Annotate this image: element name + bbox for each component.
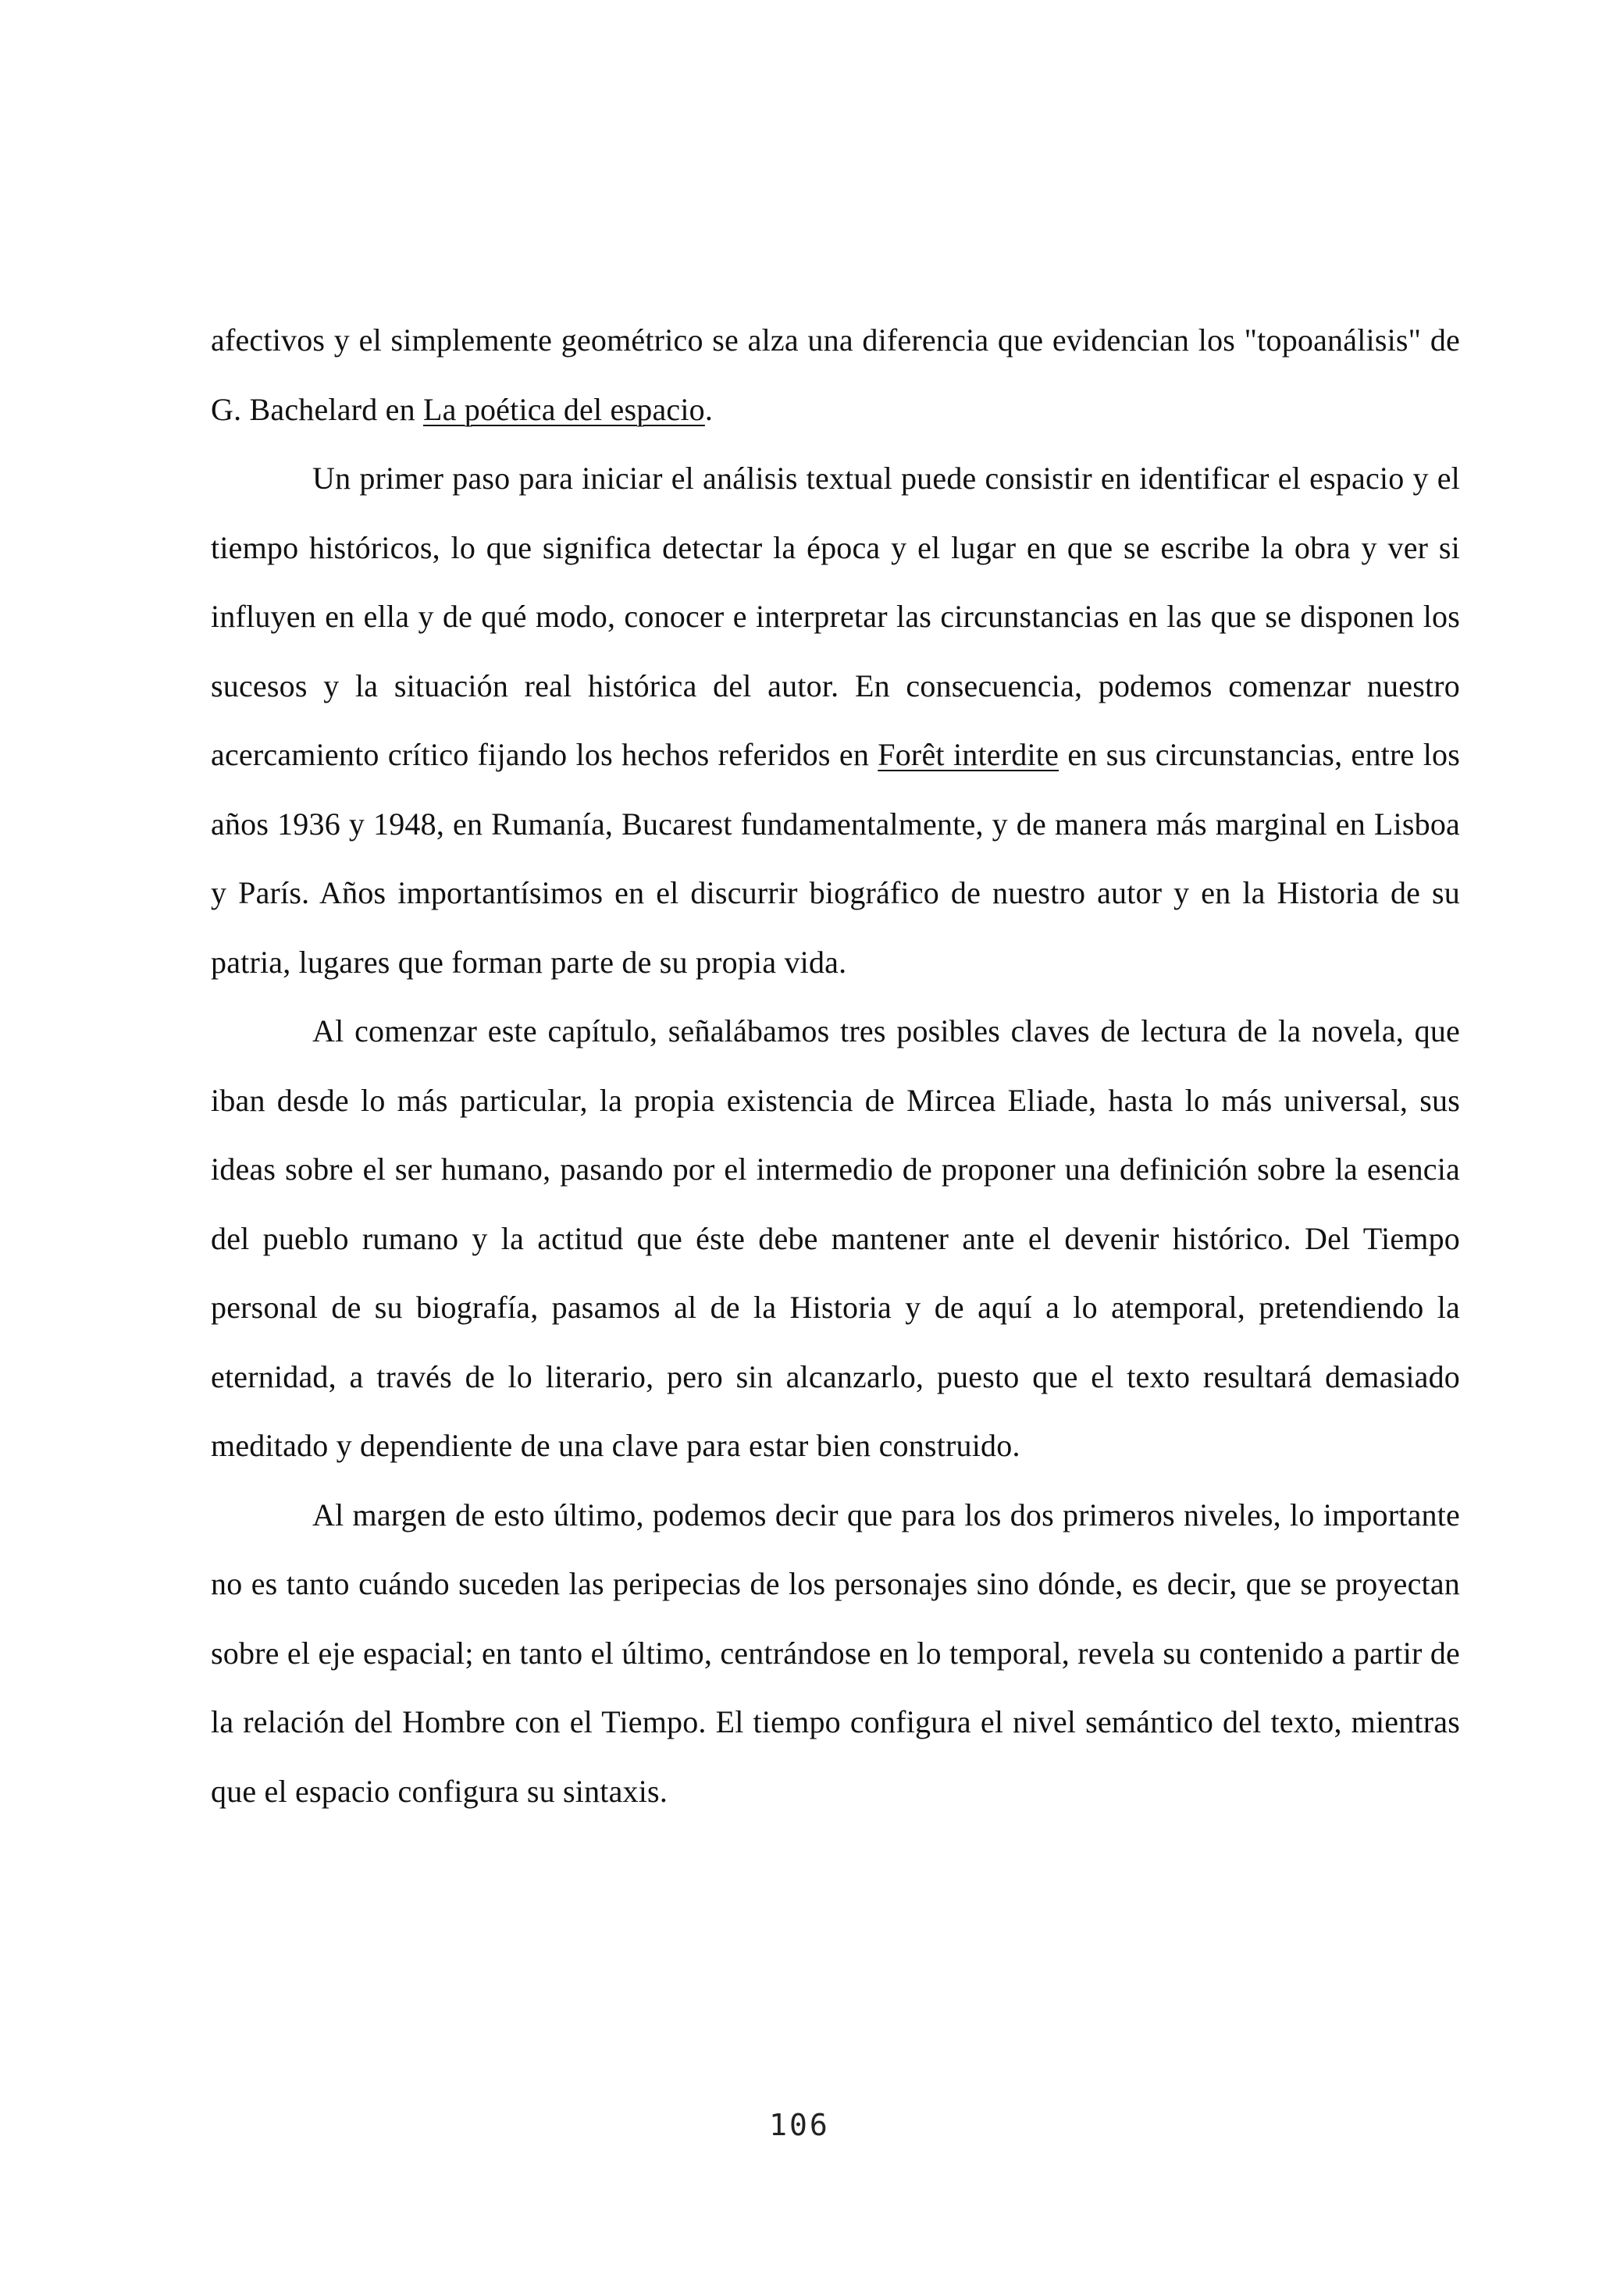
- paragraph-4-text: Al margen de esto último, podemos decir que para los dos primeros niveles, lo importante no es tanto cuándo suceden las peripecias de los personajes sino dónde, es decir, que se proyectan sobre el eje espacial; en tanto el último, centrándose en lo temporal, revela su contenido a partir de la relación del Hombre con el Tiempo. El tiempo configura el nivel semántico del texto, mientras que el espacio configura su sintaxis.: [211, 1497, 1460, 1809]
- paragraph-1-text: afectivos y el simplemente geométrico se alza una diferencia que evidencian los "topoanálisis" de G. Bachelard en: [211, 322, 1460, 427]
- paragraph-4: [211, 1481, 1460, 1827]
- paragraph-2: [211, 444, 1460, 997]
- paragraph-2-text-end: en sus circunstancias, entre los años 1936 y 1948, en Rumanía, Bucarest fundamentalmente, y de manera más marginal en Lisboa y París. Años importantísimos en el discurrir biográfico de nuestro autor y en la Historia de su patria, lugares que forman parte de su propia vida.: [211, 737, 1460, 980]
- book-title-foret-interdite: Forêt interdite: [878, 737, 1059, 772]
- book-title-la-poetica-del-espacio: La poética del espacio: [422, 391, 705, 427]
- paragraph-1: [211, 306, 1460, 444]
- page-number: 106: [769, 2108, 830, 2142]
- paragraph-1-end: .: [704, 391, 714, 427]
- paragraph-3-text: Al comenzar este capítulo, señalábamos tres posibles claves de lectura de la novela, que iban desde lo más particular, la propia existencia de Mircea Eliade, hasta lo más universal, sus ideas sobre el ser humano, pasando por el intermedio de proponer una definición sobre la esencia del pueblo rumano y la actitud que éste debe mantener ante el devenir histórico. Del Tiempo personal de su biografía, pasamos al de la Historia y de aquí a lo atemporal, pretendiendo la eternidad, a través de lo literario, pero sin alcanzarlo, puesto que el texto resultará demasiado meditado y dependiente de una clave para estar bien construido.: [211, 1013, 1460, 1463]
- body-text: [211, 306, 1460, 1826]
- paragraph-2-text-start: Un primer paso para iniciar el análisis textual puede consistir en identificar el espacio y el tiempo históricos, lo que significa detectar la época y el lugar en que se escribe la obra y ver si influyen en ella y de qué modo, conocer e interpretar las circunstancias en las que se disponen los sucesos y la situación real histórica del autor. En consecuencia, podemos comenzar nuestro acercamiento crítico fijando los hechos referidos en: [211, 461, 1460, 772]
- paragraph-3: [211, 997, 1460, 1481]
